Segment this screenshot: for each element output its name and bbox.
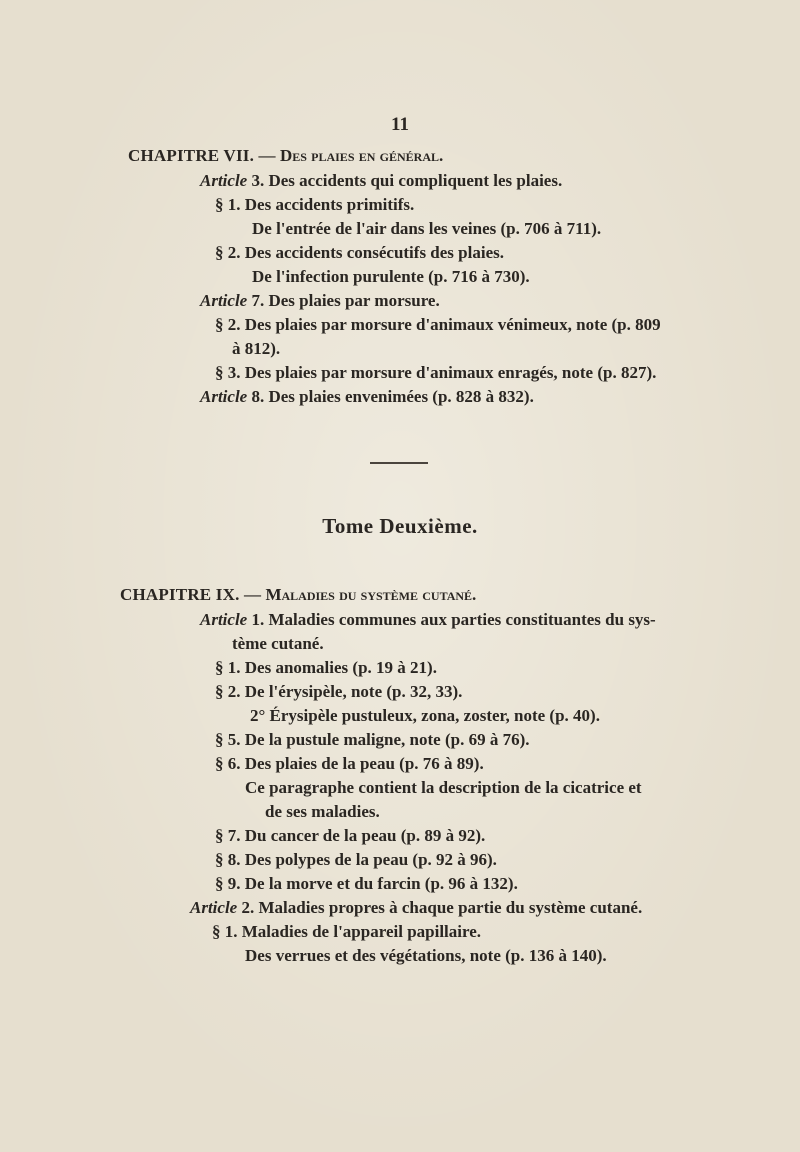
chapter-label: CHAPITRE IX. — (120, 585, 262, 604)
chapter-title: Maladies du système cutané. (265, 585, 477, 604)
article-line (200, 610, 656, 630)
section-line: § 2. Des accidents consécutifs des plaies. (215, 243, 504, 262)
section-line: § 1. Des accidents primitifs. (215, 195, 415, 214)
article-text: 3. Des accidents qui compliquent les plaies. (247, 171, 563, 190)
article-label: Article (200, 291, 248, 310)
chapter-heading (120, 585, 476, 605)
article-line (200, 171, 562, 191)
entry-line: De l'entrée de l'air dans les veines (p. 706 à 711). (252, 219, 602, 238)
entry-line: De l'infection purulente (p. 716 à 730). (252, 267, 530, 286)
chapter-heading (128, 146, 443, 166)
section-line: § 2. De l'érysipèle, note (p. 32, 33). (215, 682, 463, 701)
chapter-title: Des plaies en général. (279, 146, 444, 165)
article-text: 8. Des plaies envenimées (p. 828 à 832). (247, 387, 534, 406)
entry-line: tème cutané. (232, 634, 324, 653)
entry-line: Des verrues et des végétations, note (p. 136 à 140). (245, 946, 607, 965)
article-text: 7. Des plaies par morsure. (247, 291, 440, 310)
article-label: Article (200, 171, 248, 190)
section-line: § 7. Du cancer de la peau (p. 89 à 92). (215, 826, 486, 845)
tome-heading: Tome Deuxième. (322, 514, 478, 538)
entry-line: 2° Érysipèle pustuleux, zona, zoster, note (p. 40). (250, 706, 600, 725)
section-line: § 8. Des polypes de la peau (p. 92 à 96). (215, 850, 497, 869)
entry-line: à 812). (232, 339, 281, 358)
article-line (200, 291, 440, 311)
section-line: § 3. Des plaies par morsure d'animaux enragés, note (p. 827). (215, 363, 657, 382)
section-line: § 2. Des plaies par morsure d'animaux vénimeux, note (p. 809 (215, 315, 661, 334)
page-number: 11 (391, 114, 409, 135)
article-line (190, 898, 642, 918)
section-line: § 5. De la pustule maligne, note (p. 69 à 76). (215, 730, 530, 749)
section-line: § 1. Maladies de l'appareil papillaire. (212, 922, 482, 941)
article-text: 2. Maladies propres à chaque partie du système cutané. (237, 898, 643, 917)
section-line: § 6. Des plaies de la peau (p. 76 à 89). (215, 754, 484, 773)
entry-line: de ses maladies. (265, 802, 380, 821)
article-line (200, 387, 534, 407)
entry-line: Ce paragraphe contient la description de la cicatrice et (245, 778, 642, 797)
article-label: Article (200, 610, 248, 629)
section-line: § 1. Des anomalies (p. 19 à 21). (215, 658, 437, 677)
chapter-label: CHAPITRE VII. — (128, 146, 276, 165)
article-label: Article (190, 898, 238, 917)
section-line: § 9. De la morve et du farcin (p. 96 à 132). (215, 874, 518, 893)
article-text: 1. Maladies communes aux parties constituantes du sys- (247, 610, 656, 629)
divider-rule (370, 462, 428, 464)
article-label: Article (200, 387, 248, 406)
